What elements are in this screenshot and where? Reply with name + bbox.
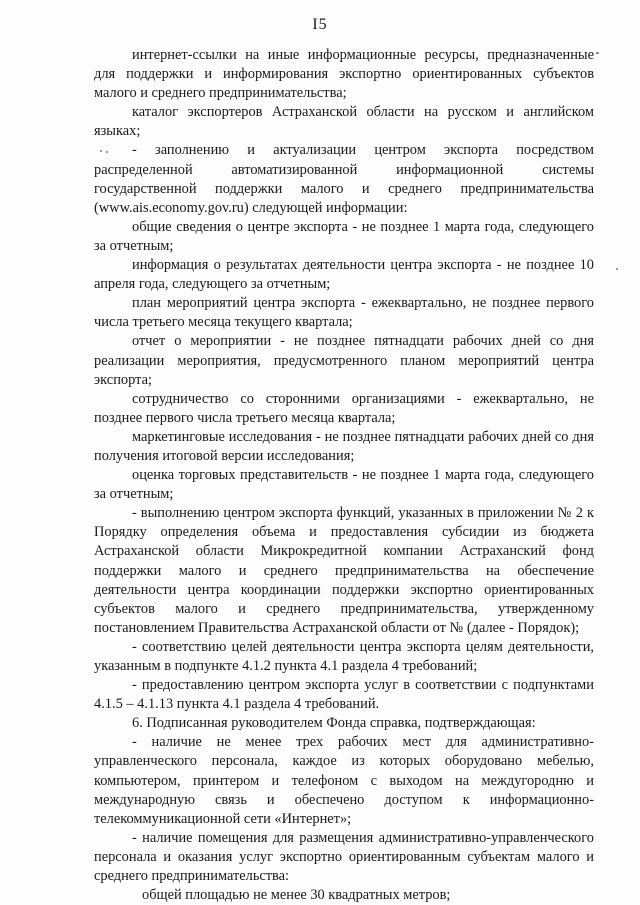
- paragraph-item-6: 6. Подписанная руководителем Фонда справка, подтверждающая:: [132, 715, 536, 732]
- paragraph-results-info: информация о результатах деятельности центра экспорта - не позднее 10 апреля года, следующего за отчетным;: [94, 257, 594, 293]
- page-number: I5: [312, 16, 328, 33]
- paragraph-trade-missions: оценка торговых представительств - не позднее 1 марта года, следующего за отчетным;: [94, 467, 594, 503]
- paragraph-area: общей площадью не менее 30 квадратных метров;: [142, 887, 451, 904]
- paragraph-premises: - наличие помещения для размещения административно-управленческого персонала и оказания услуг экспортно ориентированным субъектам малого и среднего предпринимательства:: [94, 829, 594, 885]
- paragraph-goals-compliance: - соответствию целей деятельности центра экспорта целям деятельности, указанным в подпункте 4.1.2 пункта 4.1 раздела 4 требований;: [94, 638, 594, 674]
- paragraph-functions: - выполнению центром экспорта функций, указанных в приложении № 2 к Порядку определения объема и предоставления субсидии из бюджета Астраханской области Микрокредитной компании Астраханский фонд поддержки малого и среднего предпринимательства на обеспечение деятельности центра координации поддержки экспортно ориентированных субъектов малого и среднего предпринимательства, утвержденному постановлением Правительства Астраханской области от № (далее - Порядок);: [94, 505, 594, 636]
- document-body: [94, 46, 594, 905]
- scan-speck: [616, 268, 618, 270]
- paragraph-services: - предоставлению центром экспорта услуг в соответствии с подпунктами 4.1.5 – 4.1.13 пункта 4.1 раздела 4 требований.: [94, 677, 594, 713]
- scan-speck: [106, 151, 108, 153]
- paragraph-marketing-research: маркетинговые исследования - не позднее пятнадцати рабочих дней со дня получения итоговой версии исследования;: [94, 428, 594, 464]
- paragraph-events-plan: план мероприятий центра экспорта - ежеквартально, не позднее первого числа третьего месяца текущего квартала;: [94, 295, 594, 331]
- paragraph-exporters-catalog: каталог экспортеров Астраханской области на русском и английском языках;: [94, 104, 594, 140]
- paragraph-event-report: отчет о мероприятии - не позднее пятнадцати рабочих дней со дня реализации мероприятия, предусмотренного планом мероприятий центра экспорта;: [94, 333, 594, 388]
- scan-speck: [596, 52, 599, 54]
- paragraph-cooperation: сотрудничество со сторонними организациями - ежеквартально, не позднее первого числа третьего месяца квартала;: [94, 390, 594, 426]
- scan-speck: [100, 150, 102, 152]
- paragraph-ais-filling: - заполнению и актуализации центром экспорта посредством распределенной автоматизированной информационной системы государственной поддержки малого и среднего предпринимательства (www.ais.economy.gov.ru) следующей информации:: [94, 142, 594, 216]
- paragraph-general-info: общие сведения о центре экспорта - не позднее 1 марта года, следующего за отчетным;: [94, 218, 594, 254]
- paragraph-internet-links: интернет-ссылки на иные информационные ресурсы, предназначенные для поддержки и информирования экспортно ориентированных субъектов малого и среднего предпринимательства;: [94, 47, 594, 102]
- paragraph-workplaces: - наличие не менее трех рабочих мест для административно-управленческого персонала, каждое из которых оборудовано мебелью, компьютером, принтером и телефоном с выходом на междугородню и международную связь и обеспечено доступом к информационно-телекоммуникационной сети «Интернет»;: [94, 734, 594, 827]
